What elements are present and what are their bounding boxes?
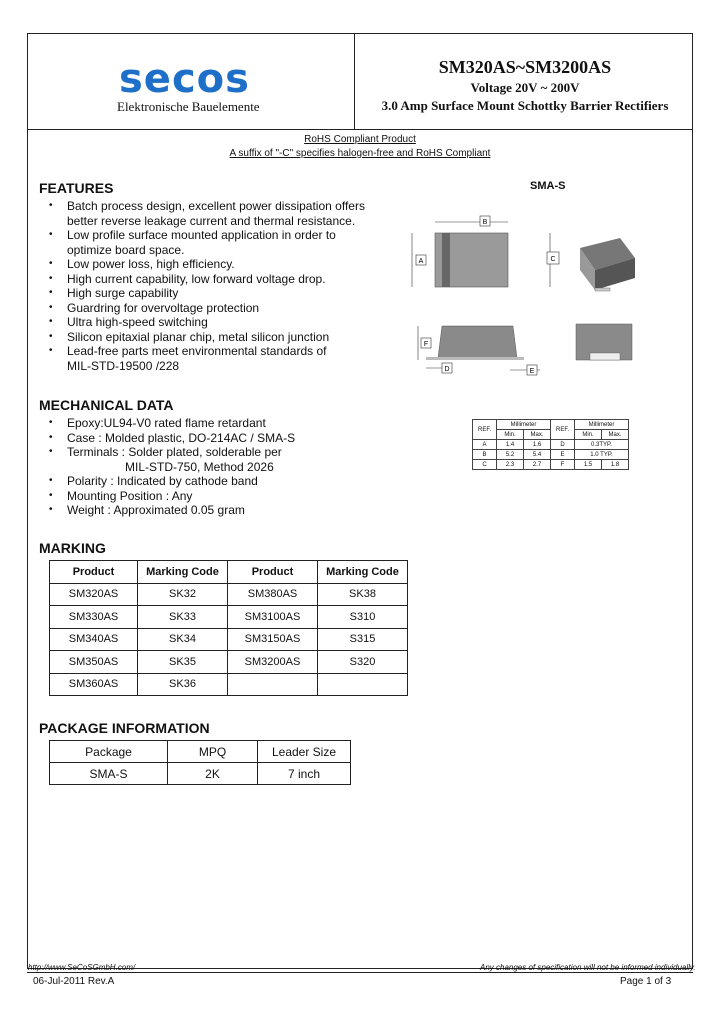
list-item: • High surge capability (39, 286, 379, 301)
table-row (473, 460, 629, 470)
dim-b-label: B (482, 219, 488, 226)
table-cell: S320 (318, 651, 408, 674)
list-item: • Ultra high-speed switching (39, 315, 379, 330)
table-cell: SM380AS (228, 583, 318, 606)
table-cell: 1.8 (602, 460, 629, 470)
table-cell: C (473, 460, 497, 470)
table-header-row (50, 561, 408, 584)
page-title: SM320AS~SM3200AS (438, 57, 612, 77)
table-cell (318, 673, 408, 696)
list-item-continuation: optimize board space. (67, 242, 185, 257)
column-header: Product (228, 561, 318, 584)
column-header: Marking Code (138, 561, 228, 584)
table-cell: 5.2 (497, 450, 524, 460)
table-row (50, 673, 408, 696)
list-item: • Terminals : Solder plated, solderable per (39, 445, 379, 460)
rohs-line-1: RoHS Compliant Product (304, 134, 416, 145)
logo-subtitle: Elektronische Bauelemente (117, 99, 260, 114)
list-item: • Polarity : Indicated by cathode band (39, 474, 379, 489)
list-item: • Weight : Approximated 0.05 gram (39, 503, 379, 518)
dim-header-max: Max. (602, 430, 629, 440)
mechanical-list (39, 416, 379, 518)
features-list (39, 199, 379, 373)
table-cell: 2.7 (524, 460, 551, 470)
dim-header-mm: Millimeter (575, 420, 629, 430)
logo (117, 56, 279, 115)
table-cell: 1.5 (575, 460, 602, 470)
table-cell: SK34 (138, 628, 228, 651)
list-item-continuation: better reverse leakage current and thermal resistance. (67, 213, 356, 228)
list-item: • Low profile surface mounted application in order to (39, 228, 379, 243)
table-cell (228, 673, 318, 696)
page-number: Page 1 of 3 (620, 976, 672, 987)
list-item: • Silicon epitaxial planar chip, metal silicon junction (39, 330, 379, 345)
product-description: 3.0 Amp Surface Mount Schottky Barrier Rectifiers (381, 98, 669, 113)
package-info-title: PACKAGE INFORMATION (39, 720, 210, 736)
footer-note: Any changes of specification will not be informed individually. (480, 963, 696, 972)
table-row (50, 606, 408, 629)
footer-url[interactable]: http://www.SeCoSGmbH.com/ (28, 963, 136, 972)
column-header: Marking Code (318, 561, 408, 584)
table-cell: 2K (168, 763, 258, 785)
table-cell: 1.6 (524, 440, 551, 450)
table-cell: SK32 (138, 583, 228, 606)
table-cell: SK35 (138, 651, 228, 674)
dim-header-min: Min. (575, 430, 602, 440)
dim-header-mm: Millimeter (497, 420, 551, 430)
table-cell: 1.0 TYP. (575, 450, 629, 460)
table-cell: F (551, 460, 575, 470)
package-drawing (400, 200, 640, 385)
header-divider (354, 33, 355, 129)
table-cell: E (551, 450, 575, 460)
dim-d-label: D (444, 366, 450, 373)
table-cell: B (473, 450, 497, 460)
table-row (50, 763, 351, 785)
rohs-notice (27, 133, 693, 161)
dim-f-label: F (423, 341, 429, 348)
table-cell: S315 (318, 628, 408, 651)
list-item-continuation: MIL-STD-750, Method 2026 (125, 459, 274, 474)
table-cell: SM3100AS (228, 606, 318, 629)
dim-header-max: Max. (524, 430, 551, 440)
table-cell: SM360AS (50, 673, 138, 696)
header (27, 33, 693, 130)
column-header: Package (50, 741, 168, 763)
rohs-line-2: A suffix of "-C" specifies halogen-free and RoHS Compliant (229, 148, 491, 159)
marking-table (49, 560, 408, 696)
end-view (510, 324, 632, 375)
table-cell: A (473, 440, 497, 450)
list-item: • Low power loss, high efficiency. (39, 257, 379, 272)
marking-title: MARKING (39, 540, 106, 556)
table-cell: 0.3TYP. (575, 440, 629, 450)
table-cell: SK38 (318, 583, 408, 606)
features-title: FEATURES (39, 180, 114, 196)
dim-header-min: Min. (497, 430, 524, 440)
table-cell: 5.4 (524, 450, 551, 460)
table-row (50, 628, 408, 651)
front-view (418, 326, 524, 373)
footer-date: 06-Jul-2011 Rev.A (33, 976, 115, 987)
column-header: MPQ (168, 741, 258, 763)
side-view-c (547, 233, 559, 287)
column-header: Leader Size (258, 741, 351, 763)
table-cell: SK33 (138, 606, 228, 629)
dimensions-table (472, 419, 629, 470)
mechanical-title: MECHANICAL DATA (39, 397, 174, 413)
table-cell: SM3200AS (228, 651, 318, 674)
list-item-continuation: MIL-STD-19500 /228 (67, 358, 180, 373)
title-block (357, 57, 693, 114)
table-cell: SM350AS (50, 651, 138, 674)
table-cell: 1.4 (497, 440, 524, 450)
package-label: SMA-S (530, 180, 566, 192)
table-row (473, 440, 629, 450)
dim-e-label: E (529, 368, 535, 375)
table-cell: S310 (318, 606, 408, 629)
table-row (50, 583, 408, 606)
list-item: • Batch process design, excellent power dissipation offers (39, 199, 379, 214)
table-row (50, 651, 408, 674)
list-item: • Epoxy:UL94-V0 rated flame retardant (39, 416, 379, 431)
table-cell: SM330AS (50, 606, 138, 629)
voltage-range: Voltage 20V ~ 200V (470, 80, 580, 95)
dim-header-ref: REF. (473, 420, 497, 440)
list-item: • Lead-free parts meet environmental standards of (39, 344, 379, 359)
table-header-row (50, 741, 351, 763)
table-cell: SM3150AS (228, 628, 318, 651)
footer-divider (27, 972, 693, 973)
table-cell: D (551, 440, 575, 450)
table-cell: SK36 (138, 673, 228, 696)
package-info-table (49, 740, 351, 785)
table-cell: SMA-S (50, 763, 168, 785)
dim-a-label: A (418, 258, 424, 265)
table-row (473, 450, 629, 460)
table-cell: SM340AS (50, 628, 138, 651)
top-view (412, 216, 508, 287)
logo-text: secos (119, 56, 250, 102)
table-cell: 2.3 (497, 460, 524, 470)
list-item: • Guardring for overvoltage protection (39, 301, 379, 316)
table-cell: SM320AS (50, 583, 138, 606)
dim-header-ref: REF. (551, 420, 575, 440)
table-cell: 7 inch (258, 763, 351, 785)
column-header: Product (50, 561, 138, 584)
list-item: • High current capability, low forward voltage drop. (39, 272, 379, 287)
iso-view (580, 238, 635, 291)
list-item: • Case : Molded plastic, DO-214AC / SMA-S (39, 431, 379, 446)
list-item: • Mounting Position : Any (39, 489, 379, 504)
dim-c-label: C (550, 256, 556, 263)
